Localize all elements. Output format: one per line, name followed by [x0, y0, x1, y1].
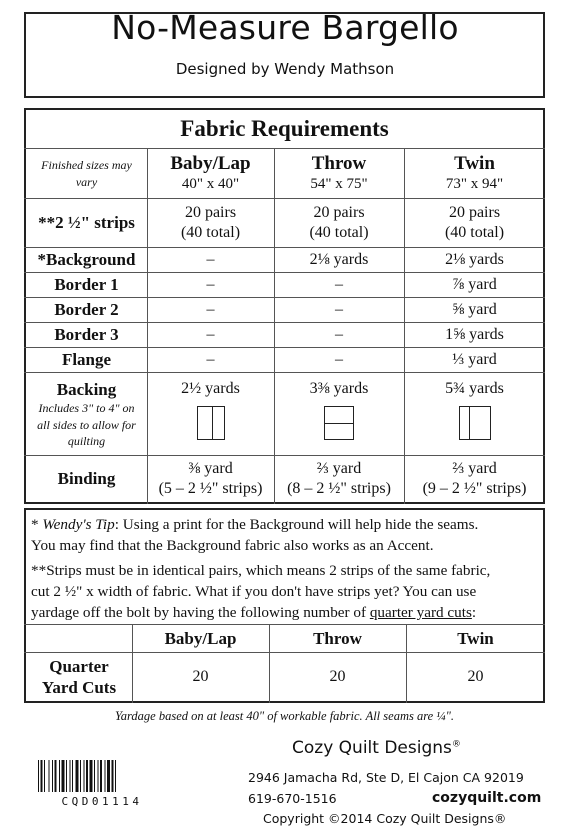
cuts-header-baby-lap: Baby/Lap: [164, 628, 237, 648]
background-baby-lap: –: [206, 251, 215, 268]
strips-note: [31, 560, 541, 623]
border-3-twin: 1⅝ yards: [445, 326, 504, 343]
strips-note-line: yardage off the bolt by having the following number of: [31, 604, 370, 621]
strips-note-line: **Strips must be in identical pairs, which means 2 strips of the same fabric,: [31, 562, 491, 579]
size-header-baby-lap: [147, 149, 274, 198]
cell-line: (9 – 2 ½" strips): [422, 480, 527, 497]
border-2-twin: ⅝ yard: [452, 301, 497, 318]
tip-emphasis: Wendy's Tip: [42, 516, 115, 533]
cuts-throw: 20: [329, 668, 346, 685]
backing-label: Backing: [56, 380, 117, 400]
size-name: Throw: [311, 152, 367, 174]
row-label-border-3: Border 3: [54, 325, 119, 345]
strips-note-line: :: [471, 604, 477, 621]
size-dimensions: 54" x 75": [310, 175, 368, 192]
size-name: Twin: [454, 152, 495, 174]
background-throw: 2⅛ yards: [309, 251, 369, 268]
background-twin: 2⅛ yards: [445, 251, 504, 268]
flange-throw: –: [335, 351, 343, 368]
tip-prefix: *: [31, 516, 43, 533]
size-header-throw: [274, 149, 404, 198]
backing-yardage: 2½ yards: [181, 380, 240, 397]
row-label-binding: Binding: [57, 469, 116, 489]
size-name: Baby/Lap: [170, 152, 251, 174]
cuts-header-throw: Throw: [313, 628, 362, 648]
barcode-icon: [38, 760, 166, 792]
row-label-strips: **2 ½" strips: [38, 213, 135, 233]
registered-mark: ®: [451, 739, 461, 750]
backing-twin: [404, 373, 545, 455]
border-1-baby-lap: –: [206, 276, 215, 293]
flange-twin: ⅓ yard: [452, 351, 497, 368]
fabric-requirements-title: Fabric Requirements: [180, 116, 389, 141]
cell-line: (5 – 2 ½" strips): [158, 480, 263, 497]
company-website: cozyquilt.com: [432, 790, 542, 806]
strips-note-line: cut 2 ½" x width of fabric. What if you don't have strips yet? You can use: [31, 583, 477, 600]
cuts-twin: 20: [467, 668, 484, 685]
binding-twin: [404, 456, 545, 502]
backing-note: Includes 3" to 4" on all sides to allow for quilting: [37, 401, 136, 448]
backing-throw: [274, 373, 404, 455]
label-line: Quarter: [49, 656, 109, 676]
backing-baby-lap: [147, 373, 274, 455]
company-name-text: Cozy Quilt Designs: [292, 738, 452, 758]
backing-seam-diagram-icon: [197, 406, 225, 440]
yardage-note: Yardage based on at least 40" of workable fabric. All seams are ¼".: [114, 709, 455, 723]
tip-text: You may find that the Background fabric also works as an Accent.: [31, 537, 434, 554]
row-label-background: *Background: [37, 250, 136, 270]
binding-baby-lap: [147, 456, 274, 502]
size-dimensions: 40" x 40": [181, 175, 240, 192]
company-phone: 619-670-1516: [248, 791, 337, 806]
row-label-flange: Flange: [61, 350, 112, 370]
border-1-twin: ⅞ yard: [452, 276, 497, 293]
pattern-title: No-Measure Bargello: [111, 8, 459, 47]
border-2-throw: –: [335, 301, 343, 318]
company-name: [292, 738, 461, 758]
cuts-header-twin: Twin: [457, 628, 494, 648]
row-label-border-2: Border 2: [54, 300, 119, 320]
cell-line: 20 pairs: [184, 204, 237, 221]
cell-line: ⅔ yard: [452, 460, 497, 477]
backing-yardage: 5¾ yards: [445, 380, 504, 397]
backing-yardage: 3⅜ yards: [309, 380, 369, 397]
cell-line: 20 pairs: [313, 204, 365, 221]
cell-line: ⅜ yard: [188, 460, 233, 477]
flange-baby-lap: –: [206, 351, 215, 368]
quarter-yard-cuts-label: [26, 653, 132, 701]
cell-line: (40 total): [309, 224, 369, 241]
label-line: Yard Cuts: [41, 678, 117, 697]
wendys-tip: [31, 514, 541, 556]
quarter-yard-cuts-underlined: quarter yard cuts: [369, 604, 472, 621]
strips-throw: [274, 199, 404, 247]
border-3-baby-lap: –: [206, 326, 215, 343]
cell-line: 20 pairs: [448, 204, 501, 221]
cell-line: ⅔ yard: [316, 460, 362, 477]
border-2-baby-lap: –: [206, 301, 215, 318]
finished-sizes-note: Finished sizes may vary: [41, 158, 132, 189]
copyright: Copyright ©2014 Cozy Quilt Designs®: [263, 811, 507, 826]
border-3-throw: –: [335, 326, 343, 343]
strips-baby-lap: [147, 199, 274, 247]
backing-seam-diagram-icon: [459, 406, 491, 440]
size-header-twin: [404, 149, 545, 198]
cuts-baby-lap: 20: [192, 668, 209, 685]
cell-line: (40 total): [444, 224, 505, 241]
row-label-backing: [26, 373, 147, 455]
border-1-throw: –: [335, 276, 343, 293]
designer-credit: Designed by Wendy Mathson: [175, 60, 395, 78]
product-sku: CQD01114: [61, 795, 143, 808]
strips-twin: [404, 199, 545, 247]
company-address: 2946 Jamacha Rd, Ste D, El Cajon CA 92019: [248, 770, 524, 785]
binding-throw: [274, 456, 404, 502]
row-label-border-1: Border 1: [54, 275, 119, 295]
backing-seam-diagram-icon: [324, 406, 354, 440]
cell-line: (8 – 2 ½" strips): [287, 480, 391, 497]
tip-text: : Using a print for the Background will help hide the seams.: [114, 516, 479, 533]
size-dimensions: 73" x 94": [445, 175, 504, 192]
cell-line: (40 total): [180, 224, 241, 241]
